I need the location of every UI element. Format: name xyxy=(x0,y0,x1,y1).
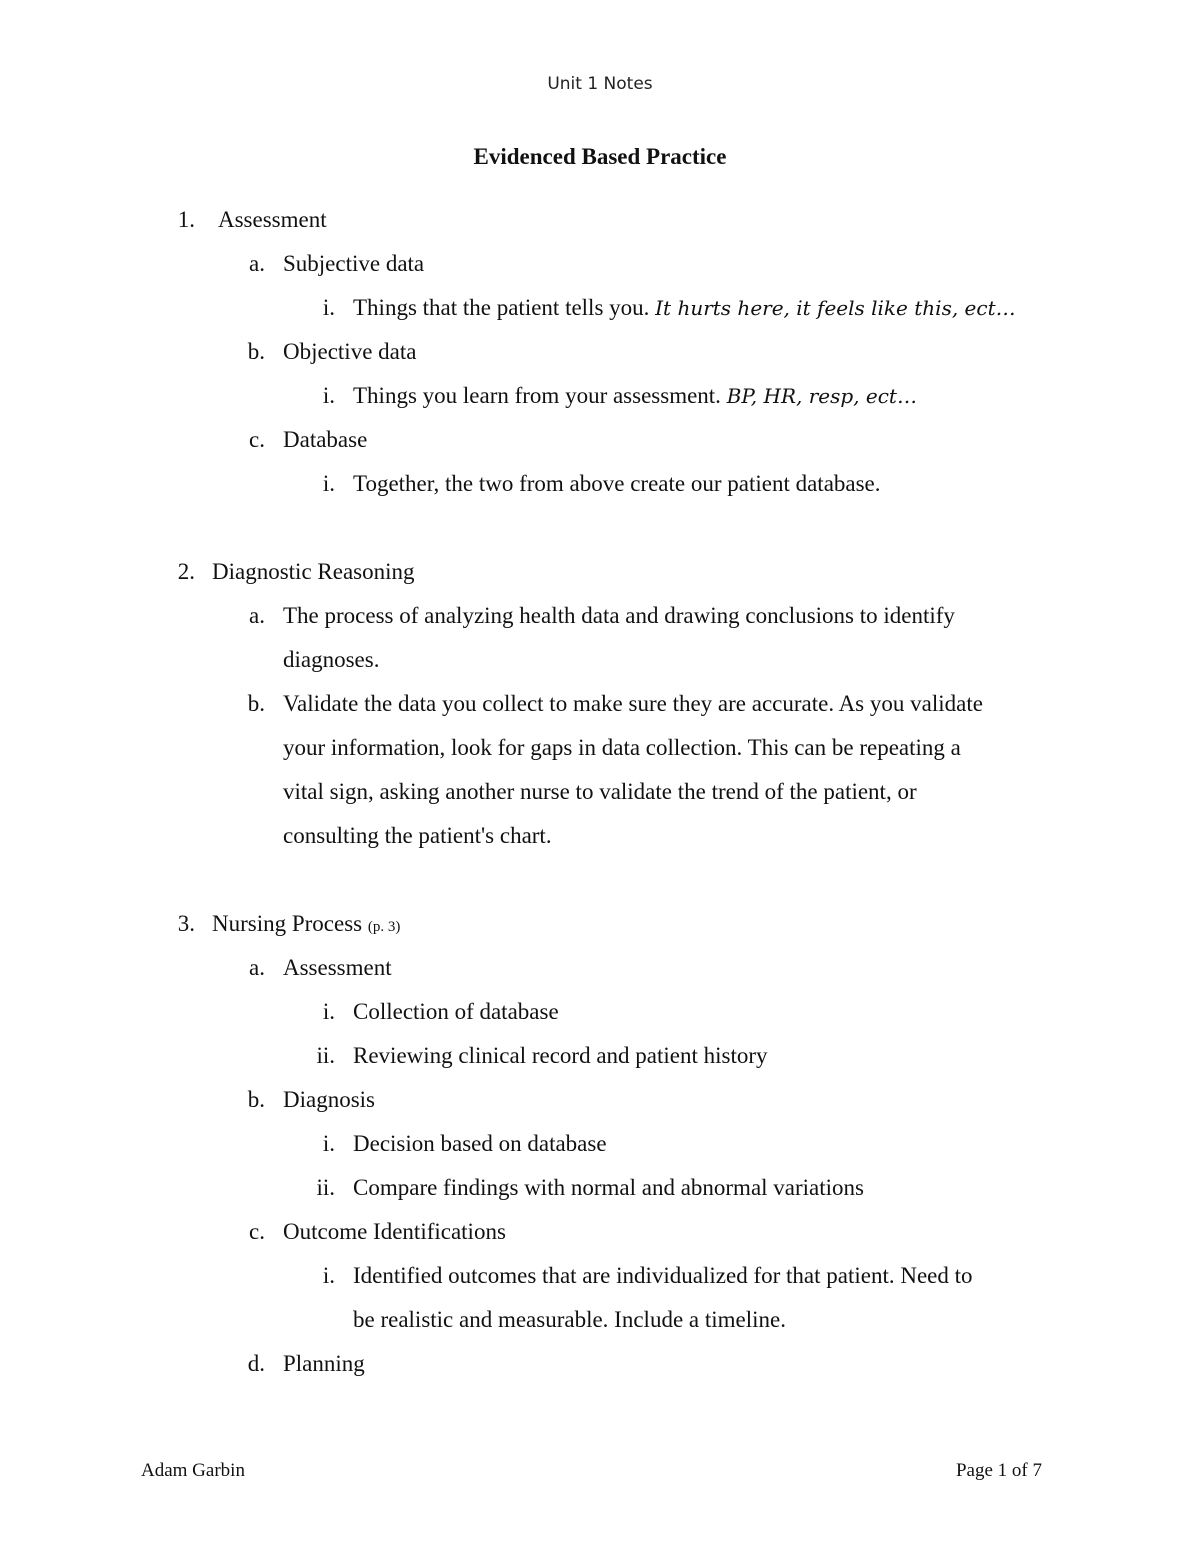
list-marker: 1. xyxy=(177,207,195,232)
outline-item-text: Decision based on database xyxy=(353,1131,607,1156)
document-title: Evidenced Based Practice xyxy=(473,144,727,169)
list-marker: i. xyxy=(322,1131,335,1156)
list-marker: c. xyxy=(249,427,265,452)
outline-item-text: Compare findings with normal and abnormal variations xyxy=(353,1175,864,1200)
outline-item-label: Nursing Process xyxy=(212,911,363,936)
plain-text: Things that the patient tells you. xyxy=(353,295,650,320)
outline-item-label: Database xyxy=(283,427,368,452)
list-marker: b. xyxy=(247,339,265,364)
list-marker: ii. xyxy=(316,1043,335,1068)
outline-item-text xyxy=(353,382,917,410)
outline-item-text: your information, look for gaps in data collection. This can be repeating a xyxy=(283,735,961,760)
list-marker: i. xyxy=(322,999,335,1024)
footer-page-number: Page 1 of 7 xyxy=(955,1460,1042,1481)
list-marker: i. xyxy=(322,383,335,408)
italic-example: BP, HR, resp, ect… xyxy=(726,384,917,408)
list-marker: ii. xyxy=(316,1175,335,1200)
outline-item-text: Identified outcomes that are individualized for that patient. Need to xyxy=(353,1263,973,1288)
outline-item-text xyxy=(212,910,400,941)
footer-author: Adam Garbin xyxy=(141,1460,245,1481)
list-marker: c. xyxy=(249,1219,265,1244)
outline-item-text: The process of analyzing health data and drawing conclusions to identify xyxy=(283,603,955,628)
list-marker: a. xyxy=(249,955,265,980)
list-marker: a. xyxy=(249,603,265,628)
outline-item-text: Validate the data you collect to make sure they are accurate. As you validate xyxy=(283,691,983,716)
outline-item-label: Objective data xyxy=(283,339,417,364)
list-marker: a. xyxy=(249,251,265,276)
list-marker: b. xyxy=(247,691,265,716)
outline-item-text: diagnoses. xyxy=(283,647,380,672)
outline-item-label: Subjective data xyxy=(283,251,425,276)
list-marker: i. xyxy=(322,1263,335,1288)
outline-item-label: Planning xyxy=(283,1351,365,1376)
list-marker: 2. xyxy=(177,559,195,584)
list-marker: 3. xyxy=(177,911,195,936)
outline-item-label: Diagnostic Reasoning xyxy=(212,559,415,584)
outline-item-label: Assessment xyxy=(218,207,327,232)
outline-item-text: Collection of database xyxy=(353,999,559,1024)
list-marker: i. xyxy=(322,471,335,496)
list-marker: d. xyxy=(247,1351,265,1376)
outline-item-text: Together, the two from above create our patient database. xyxy=(353,471,881,496)
outline-item-label: Diagnosis xyxy=(283,1087,375,1112)
page-reference: (p. 3) xyxy=(367,919,401,935)
italic-example: It hurts here, it feels like this, ect… xyxy=(655,296,1016,320)
outline-item-text: vital sign, asking another nurse to validate the trend of the patient, or xyxy=(283,779,917,804)
plain-text: Things you learn from your assessment. xyxy=(353,383,721,408)
list-marker: i. xyxy=(322,295,335,320)
outline-item-text: consulting the patient's chart. xyxy=(283,823,552,848)
list-marker: b. xyxy=(247,1087,265,1112)
outline-item-label: Outcome Identifications xyxy=(283,1219,506,1244)
outline-item-label: Assessment xyxy=(283,955,392,980)
outline-item-text xyxy=(353,294,1016,322)
outline-item-text: Reviewing clinical record and patient history xyxy=(353,1043,768,1068)
outline-item-text: be realistic and measurable. Include a timeline. xyxy=(353,1307,786,1332)
page-header: Unit 1 Notes xyxy=(547,74,653,94)
